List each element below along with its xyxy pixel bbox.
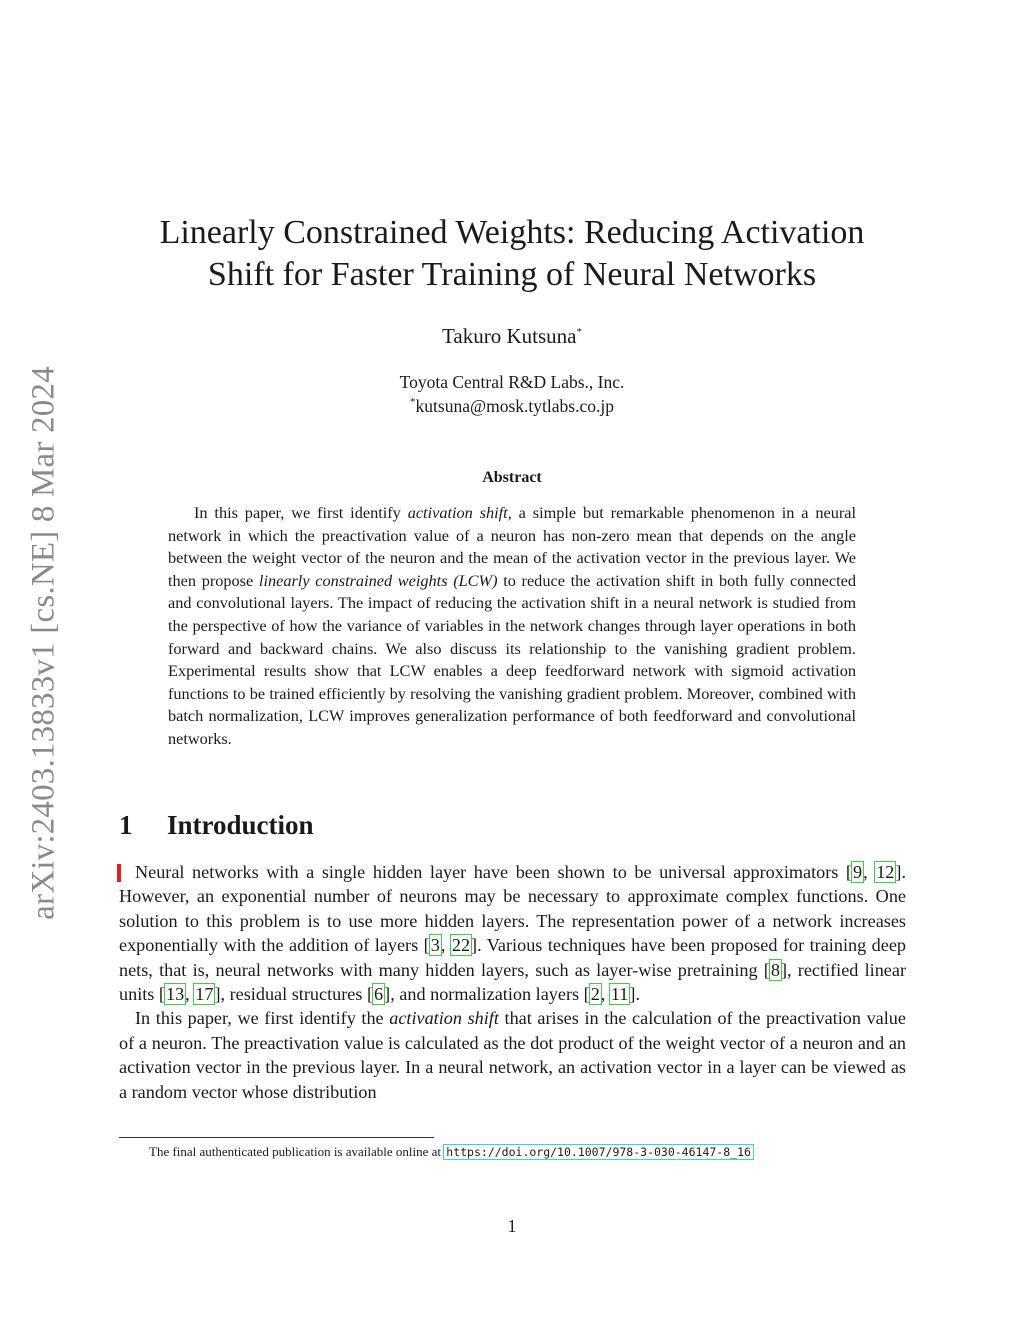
intro-text: , (440, 935, 451, 956)
citation-link[interactable]: 12 (876, 862, 895, 882)
paper-title-line-1: Linearly Constrained Weights: Reducing Activation (159, 214, 865, 251)
section-number: 1 (119, 810, 133, 840)
abstract-heading: Abstract (482, 469, 542, 486)
footnote-text: The final authenticated publication is available online at (149, 1144, 445, 1159)
citation-link[interactable]: 22 (451, 935, 471, 956)
intro-paragraph-1 (119, 860, 906, 1006)
paper-title-line-2: Shift for Faster Training of Neural Networks (207, 256, 817, 293)
affiliation-email-line (120, 394, 904, 418)
intro-term: activation shift (389, 1008, 499, 1029)
intro-text: , (185, 984, 195, 1005)
citation-link[interactable]: 13 (165, 984, 185, 1005)
abstract-text: , a simple but remarkable phenomenon in a neural network in which the preactivation value of a neuron has non-zero mean that depends on the angle between the weight vector of the neuron and the mean of the activation vector in the previous layer. We then propose (168, 503, 857, 590)
intro-text: ]. However, an exponential number of neurons may be necessary to approximate complex functions. One solution to this problem is to use more hidden layers. The representation power of a network increases exponentially with the addition of layers [ (119, 862, 906, 956)
arxiv-identifier: arXiv:2403.13833v1 [cs.NE] 8 Mar 2024 (25, 366, 62, 920)
abstract-term: linearly constrained weights (LCW) (258, 570, 498, 590)
intro-text: that arises in the calculation of the preactivation value of a neuron. The preactivation value is calculated as the dot product of the weight vector of a neuron and an activation vector in the previous layer. In a neural network, an activation vector in a layer can be viewed as a random vector whose distribution (119, 1008, 906, 1102)
citation-link[interactable]: 8 (770, 959, 780, 980)
doi-link[interactable]: https://doi.org/10.1007/978-3-030-46147-8_16 (446, 1145, 751, 1159)
footnote-rule (119, 1137, 434, 1138)
intro-text: ]. (629, 984, 640, 1005)
author-name: Takuro Kutsuna (442, 324, 577, 348)
citation-link[interactable]: 3 (430, 935, 440, 956)
affiliation (120, 370, 904, 418)
citation-link[interactable]: 6 (374, 984, 384, 1005)
intro-paragraph-2 (119, 1006, 906, 1104)
author-email: kutsuna@mosk.tytlabs.co.jp (415, 396, 614, 416)
page-number: 1 (507, 1216, 517, 1236)
abstract-term: activation shift (407, 503, 508, 522)
intro-text: ], rectified linear units [ (119, 959, 907, 1005)
section-heading-introduction (119, 808, 314, 842)
abstract-body (168, 502, 856, 751)
citation-link[interactable]: 17 (195, 984, 214, 1005)
email-marker: * (410, 396, 416, 409)
section-title: Introduction (167, 810, 314, 840)
intro-text: ]. Various techniques have been proposed for training deep nets, that is, neural networks with many hidden layers, such as layer-wise pretraining [ (119, 935, 907, 980)
author-marker: * (576, 326, 582, 338)
author (120, 322, 904, 350)
footnote (149, 1143, 753, 1161)
intro-text: In this paper, we first identify the (135, 1008, 390, 1029)
intro-text: , (863, 862, 876, 882)
affiliation-org: Toyota Central R&D Labs., Inc. (399, 372, 625, 392)
intro-text: ], and normalization layers [ (384, 984, 590, 1005)
intro-text: Neural networks with a single hidden layer have been shown to be universal approximators [ (135, 862, 852, 882)
intro-text: ], residual structures [ (214, 984, 374, 1005)
citation-link[interactable]: 11 (610, 984, 629, 1005)
citation-link[interactable]: 9 (853, 862, 863, 882)
paper-title (120, 212, 904, 296)
abstract-text: to reduce the activation shift in both fully connected and convolutional layers. The impact of reducing the activation shift in a neural network is studied from the perspective of how the variance of variables in the network changes through layer operations in both forward and backward chains. We also discuss its relationship to the vanishing gradient problem. Experimental results show that LCW enables a deep feedforward network with sigmoid activation functions to be trained efficiently by resolving the vanishing gradient problem. Moreover, combined with batch normalization, LCW improves generalization performance of both feedforward and convolutional networks. (168, 570, 857, 748)
abstract-text: In this paper, we first identify (194, 503, 408, 522)
citation-link[interactable]: 2 (590, 984, 600, 1005)
intro-text: , (600, 984, 610, 1005)
introduction-body (119, 860, 906, 1104)
